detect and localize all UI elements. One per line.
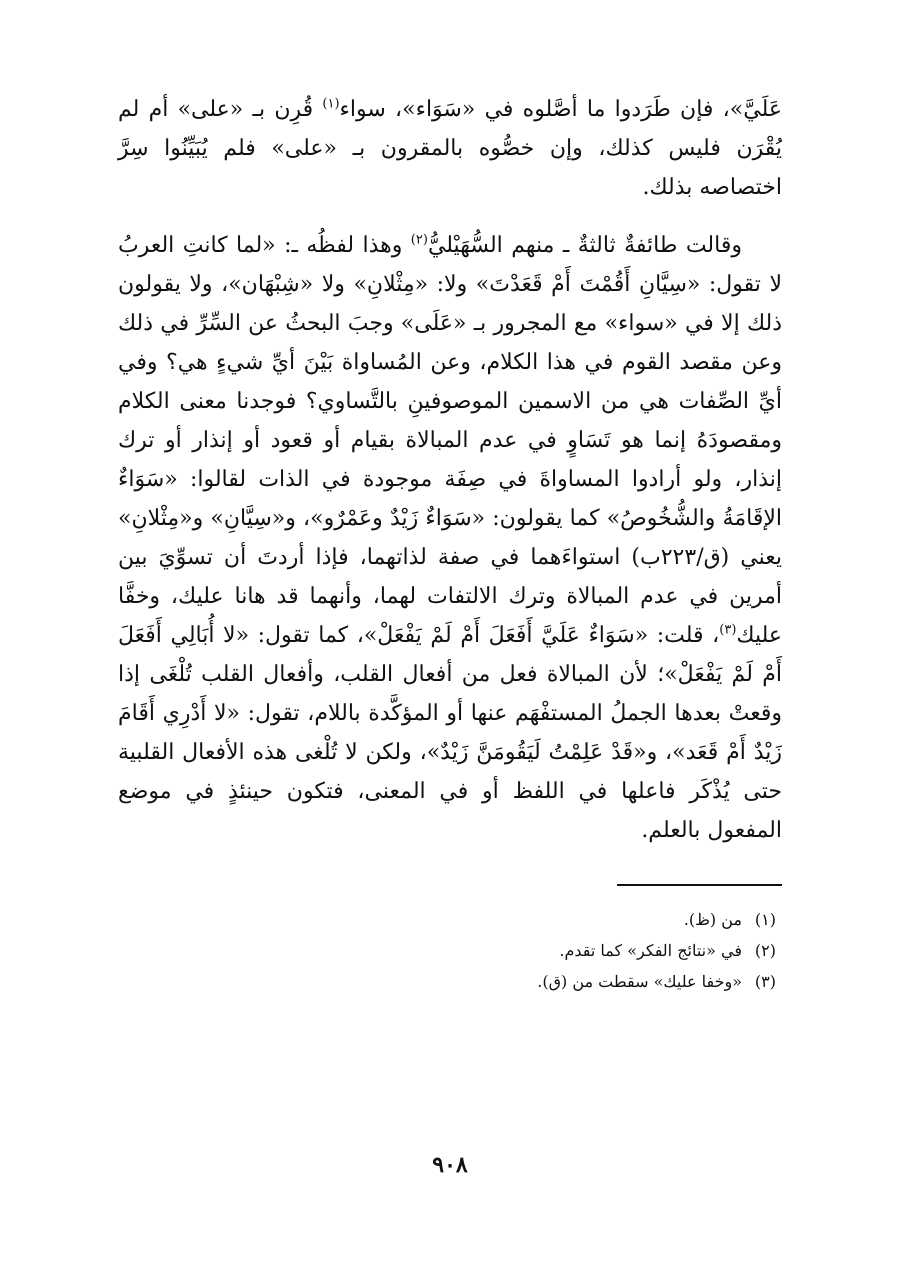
footnote-3 [118,966,782,997]
paragraph-2-text-b: وهذا لفظُه ـ: «لما كانتِ العربُ لا تقول: «سِيَّانِ أَقُمْتَ أَمْ قَعَدْتَ» ولا: «مِثْلانِ» ولا «شِبْهَان»، ولا يقولون ذلك إلا في «سواء» مع المجرور بـ «عَلَى» وجبَ البحثُ عن السِّرِّ في ذلك وعن مقصد القوم في هذا الكلام، وعن المُساواة بَيْنَ أيِّ شيءٍ هي؟ وفي أيِّ الصِّفات هي من الاسمين الموصوفينِ بالتَّساوي؟ فوجدنا معنى الكلام ومقصودَهُ إنما هو تَسَاوٍ في عدم المبالاة بقيام أو قعود أو إنذار أو ترك إنذار، ولو أرادوا المساواةَ في صِفَة موجودة في الذات لقالوا: «سَوَاءٌ الإقَامَةُ والشُّخُوصُ» كما يقولون: «سَوَاءٌ زَيْدٌ وعَمْرٌو»، و«سِيَّانِ» و«مِثْلانِ» يعني (ق/٢٢٣ب) استواءَهما في صفة لذاتهما، فإذا أردتَ أن تسوِّيَ بين أمرين في عدم المبالاة وترك الالتفات لهما، وأنهما قد هانا عليك، وخفَّا عليك [118,233,783,648]
page-number: ٩٠٨ [432,1152,468,1178]
footnote-2-text: في «نتائج الفكر» كما تقدم. [559,941,742,960]
paragraph-1-text-a: عَلَيَّ»، فإن طَرَدوا ما أصَّلوه في «سَوَاء»، سواء [339,97,782,122]
footnote-1 [118,904,782,935]
paragraph-1-text-b: قُرِن بـ «على» أم لم يُقْرَن فليس كذلك، وإن خصُّوه بالمقرون بـ «على» فلم يُبَيِّنُوا سِرَّ اختصاصه بذلك. [118,97,782,200]
footnotes [118,904,782,997]
footnote-3-number: (٣) [754,972,776,991]
footnote-1-number: (١) [754,910,776,929]
footnote-2-number: (٢) [754,941,776,960]
footnote-ref-3: (٣) [719,622,737,638]
footnote-ref-2: (٢) [410,232,428,248]
footnote-divider [617,884,782,886]
footnote-3-text: «وخفا عليك» سقطت من (ق). [537,972,742,991]
book-page [118,90,782,1230]
main-text [118,90,782,850]
footnote-2 [118,935,782,966]
paragraph-2-text-c: ، قلت: «سَوَاءٌ عَلَيَّ أَفَعَلَ أَمْ لَمْ يَفْعَلْ»، كما تقول: «لا أُبَالِي أَفَعَلَ أَمْ لَمْ يَفْعَلْ»؛ لأن المبالاة فعل من أفعال القلب، وأفعال القلب تُلْغَى إذا وقعتْ بعدها الجملُ المستفْهَم عنها أو المؤكَّدة باللام، تقول: «لا أَدْرِي أَقَامَ زَيْدٌ أَمْ قَعَد»، و«قَدْ عَلِمْتُ لَيَقُومَنَّ زَيْدٌ»، ولكن لا تُلْغى هذه الأفعال القلبية حتى يُذْكَر فاعلها في اللفظ أو في المعنى، فتكون حينئذٍ في موضع المفعول بالعلم. [118,623,782,843]
footnote-ref-1: (١) [322,96,340,112]
paragraph-2-text-a: وقالت طائفةٌ ثالثةٌ ـ منهم السُّهَيْليُّ [427,233,742,258]
paragraph-1 [118,90,782,207]
paragraph-2 [118,226,782,850]
footnote-1-text: من (ظ). [683,910,742,929]
